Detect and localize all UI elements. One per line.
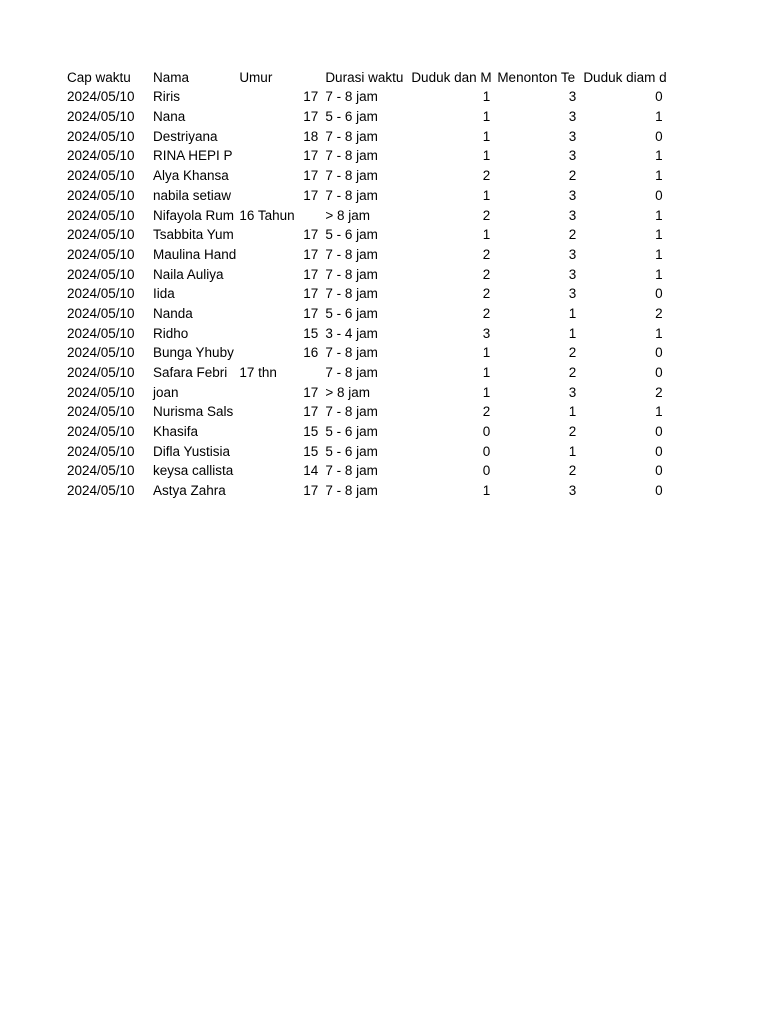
table-row bbox=[64, 302, 667, 322]
cell-nama: RINA HEPI P bbox=[153, 148, 233, 164]
cell-duduk-diam: 1 bbox=[655, 325, 663, 341]
cell-duduk-diam: 2 bbox=[655, 384, 663, 400]
table-row bbox=[64, 460, 667, 480]
cell-cap-waktu: 2024/05/10 bbox=[67, 404, 135, 420]
cell-menonton-te: 3 bbox=[568, 286, 577, 302]
cell-cap-waktu: 2024/05/10 bbox=[67, 207, 135, 223]
cell-menonton-te: 2 bbox=[568, 345, 577, 361]
cell-durasi-waktu: 3 - 4 jam bbox=[325, 325, 378, 341]
cell-durasi-waktu: 7 - 8 jam bbox=[325, 463, 378, 479]
cell-umur: 17 bbox=[303, 168, 319, 184]
table-row bbox=[64, 86, 667, 106]
cell-duduk-dan-m: 1 bbox=[482, 109, 491, 125]
cell-durasi-waktu: 7 - 8 jam bbox=[325, 168, 378, 184]
cell-menonton-te: 3 bbox=[568, 109, 577, 125]
cell-durasi-waktu: 7 - 8 jam bbox=[325, 483, 378, 499]
cell-nama: Nana bbox=[153, 109, 186, 125]
table-row bbox=[64, 145, 667, 165]
cell-nama: Naila Auliya bbox=[153, 266, 224, 282]
cell-duduk-diam: 0 bbox=[655, 443, 663, 459]
cell-durasi-waktu: 7 - 8 jam bbox=[325, 266, 378, 282]
cell-cap-waktu: 2024/05/10 bbox=[67, 128, 135, 144]
cell-duduk-dan-m: 2 bbox=[482, 168, 491, 184]
spreadsheet-page bbox=[64, 66, 667, 499]
cell-duduk-diam: 0 bbox=[655, 483, 663, 499]
cell-cap-waktu: 2024/05/10 bbox=[67, 246, 135, 262]
cell-duduk-diam: 0 bbox=[655, 89, 663, 105]
header-menonton-te: Menonton Te bbox=[497, 69, 576, 85]
cell-duduk-dan-m: 2 bbox=[482, 266, 491, 282]
cell-duduk-dan-m: 1 bbox=[482, 384, 491, 400]
cell-cap-waktu: 2024/05/10 bbox=[67, 443, 135, 459]
cell-nama: Nifayola Rum bbox=[153, 207, 235, 223]
cell-nama: Riris bbox=[153, 89, 180, 105]
cell-duduk-diam: 1 bbox=[655, 404, 663, 420]
header-nama: Nama bbox=[153, 69, 190, 85]
cell-duduk-diam: 1 bbox=[655, 246, 663, 262]
cell-durasi-waktu: > 8 jam bbox=[325, 207, 370, 223]
table-row bbox=[64, 342, 667, 362]
cell-menonton-te: 3 bbox=[568, 89, 577, 105]
cell-umur: 17 bbox=[303, 109, 319, 125]
cell-cap-waktu: 2024/05/10 bbox=[67, 227, 135, 243]
cell-cap-waktu: 2024/05/10 bbox=[67, 286, 135, 302]
cell-nama: Alya Khansa bbox=[153, 168, 229, 184]
cell-cap-waktu: 2024/05/10 bbox=[67, 187, 135, 203]
cell-cap-waktu: 2024/05/10 bbox=[67, 365, 135, 380]
cell-duduk-diam: 0 bbox=[655, 128, 663, 144]
cell-menonton-te: 3 bbox=[568, 483, 577, 499]
cell-umur: 14 bbox=[303, 463, 319, 479]
cell-duduk-diam: 0 bbox=[655, 365, 663, 380]
cell-duduk-diam: 2 bbox=[655, 305, 663, 321]
cell-umur: 17 bbox=[303, 227, 319, 243]
cell-nama: Iida bbox=[153, 286, 175, 302]
cell-durasi-waktu: 7 - 8 jam bbox=[325, 128, 378, 144]
table-row bbox=[64, 224, 667, 244]
cell-durasi-waktu: 5 - 6 jam bbox=[325, 424, 378, 440]
cell-durasi-waktu: 7 - 8 jam bbox=[325, 365, 378, 380]
table-row bbox=[64, 263, 667, 283]
cell-duduk-dan-m: 1 bbox=[482, 187, 491, 203]
cell-umur: 17 bbox=[303, 246, 319, 262]
cell-nama: Bunga Yhuby bbox=[153, 345, 234, 361]
cell-cap-waktu: 2024/05/10 bbox=[67, 109, 135, 125]
cell-menonton-te: 2 bbox=[568, 463, 577, 479]
cell-umur: 17 bbox=[303, 89, 319, 105]
cell-umur: 17 bbox=[303, 187, 319, 203]
header-duduk-diam: Duduk diam d bbox=[583, 69, 667, 85]
data-table bbox=[64, 66, 667, 499]
cell-duduk-dan-m: 2 bbox=[482, 305, 491, 321]
table-row bbox=[64, 401, 667, 421]
table-row bbox=[64, 440, 667, 460]
cell-cap-waktu: 2024/05/10 bbox=[67, 266, 135, 282]
cell-durasi-waktu: 5 - 6 jam bbox=[325, 227, 378, 243]
cell-duduk-dan-m: 1 bbox=[482, 365, 491, 380]
cell-nama: Nurisma Sals bbox=[153, 404, 234, 420]
cell-umur: 16 Tahun bbox=[239, 207, 295, 223]
cell-umur: 17 bbox=[303, 286, 319, 302]
cell-umur: 17 bbox=[303, 305, 319, 321]
cell-duduk-diam: 0 bbox=[655, 345, 663, 361]
cell-duduk-dan-m: 1 bbox=[482, 89, 491, 105]
table-row bbox=[64, 105, 667, 125]
table-row bbox=[64, 420, 667, 440]
cell-durasi-waktu: 7 - 8 jam bbox=[325, 148, 378, 164]
table-row bbox=[64, 322, 667, 342]
cell-durasi-waktu: 7 - 8 jam bbox=[325, 345, 378, 361]
cell-nama: Tsabbita Yum bbox=[153, 227, 234, 243]
cell-menonton-te: 1 bbox=[568, 325, 577, 341]
cell-menonton-te: 2 bbox=[568, 168, 577, 184]
header-row bbox=[64, 66, 667, 86]
cell-menonton-te: 3 bbox=[568, 148, 577, 164]
cell-duduk-dan-m: 1 bbox=[482, 227, 491, 243]
cell-menonton-te: 3 bbox=[568, 266, 577, 282]
table-row bbox=[64, 125, 667, 145]
cell-durasi-waktu: 7 - 8 jam bbox=[325, 246, 378, 262]
cell-durasi-waktu: 7 - 8 jam bbox=[325, 89, 378, 105]
table-row bbox=[64, 361, 667, 381]
cell-nama: Astya Zahra bbox=[153, 483, 226, 499]
table-row bbox=[64, 243, 667, 263]
cell-duduk-diam: 0 bbox=[655, 286, 663, 302]
cell-menonton-te: 3 bbox=[568, 384, 577, 400]
cell-duduk-dan-m: 0 bbox=[482, 463, 491, 479]
cell-umur: 17 bbox=[303, 148, 319, 164]
cell-duduk-diam: 0 bbox=[655, 187, 663, 203]
cell-nama: Destriyana bbox=[153, 128, 218, 144]
cell-menonton-te: 1 bbox=[568, 443, 577, 459]
cell-duduk-diam: 1 bbox=[655, 148, 663, 164]
cell-umur: 17 bbox=[303, 483, 319, 499]
cell-durasi-waktu: > 8 jam bbox=[325, 384, 370, 400]
cell-umur: 16 bbox=[303, 345, 319, 361]
cell-menonton-te: 1 bbox=[568, 305, 577, 321]
table-row bbox=[64, 283, 667, 303]
cell-durasi-waktu: 5 - 6 jam bbox=[325, 305, 378, 321]
cell-cap-waktu: 2024/05/10 bbox=[67, 424, 135, 440]
cell-umur: 15 bbox=[303, 424, 319, 440]
cell-nama: Khasifa bbox=[153, 424, 199, 440]
cell-duduk-diam: 0 bbox=[655, 424, 663, 440]
cell-menonton-te: 2 bbox=[568, 227, 577, 243]
cell-durasi-waktu: 5 - 6 jam bbox=[325, 443, 378, 459]
header-cap-waktu: Cap waktu bbox=[67, 69, 131, 85]
cell-durasi-waktu: 7 - 8 jam bbox=[325, 187, 378, 203]
cell-nama: Difla Yustisia bbox=[153, 443, 231, 459]
cell-cap-waktu: 2024/05/10 bbox=[67, 168, 135, 184]
cell-duduk-diam: 1 bbox=[655, 207, 663, 223]
cell-nama: Nanda bbox=[153, 305, 193, 321]
cell-duduk-dan-m: 1 bbox=[482, 128, 491, 144]
cell-duduk-diam: 1 bbox=[655, 168, 663, 184]
cell-nama: nabila setiaw bbox=[153, 187, 232, 203]
cell-menonton-te: 1 bbox=[568, 404, 577, 420]
cell-duduk-diam: 1 bbox=[655, 109, 663, 125]
cell-menonton-te: 3 bbox=[568, 207, 577, 223]
table-row bbox=[64, 479, 667, 499]
cell-cap-waktu: 2024/05/10 bbox=[67, 463, 135, 479]
cell-duduk-dan-m: 2 bbox=[482, 404, 491, 420]
table-row bbox=[64, 381, 667, 401]
cell-nama: Maulina Hand bbox=[153, 246, 237, 262]
cell-duduk-dan-m: 2 bbox=[482, 246, 491, 262]
cell-duduk-dan-m: 3 bbox=[482, 325, 491, 341]
cell-duduk-dan-m: 1 bbox=[482, 483, 491, 499]
table-body bbox=[64, 86, 667, 499]
cell-duduk-diam: 1 bbox=[655, 227, 663, 243]
cell-umur: 17 bbox=[303, 404, 319, 420]
cell-menonton-te: 2 bbox=[568, 365, 577, 380]
table-row bbox=[64, 204, 667, 224]
cell-durasi-waktu: 5 - 6 jam bbox=[325, 109, 378, 125]
cell-cap-waktu: 2024/05/10 bbox=[67, 325, 135, 341]
cell-duduk-dan-m: 0 bbox=[482, 443, 491, 459]
cell-cap-waktu: 2024/05/10 bbox=[67, 345, 135, 361]
cell-umur: 18 bbox=[303, 128, 319, 144]
cell-duduk-diam: 1 bbox=[655, 266, 663, 282]
cell-nama: keysa callista bbox=[153, 463, 234, 479]
cell-umur: 17 bbox=[303, 384, 319, 400]
cell-menonton-te: 3 bbox=[568, 246, 577, 262]
cell-cap-waktu: 2024/05/10 bbox=[67, 148, 135, 164]
cell-menonton-te: 3 bbox=[568, 187, 577, 203]
header-duduk-dan-m: Duduk dan M bbox=[411, 69, 492, 85]
table-row bbox=[64, 184, 667, 204]
cell-cap-waktu: 2024/05/10 bbox=[67, 483, 135, 499]
cell-cap-waktu: 2024/05/10 bbox=[67, 384, 135, 400]
cell-cap-waktu: 2024/05/10 bbox=[67, 305, 135, 321]
header-durasi-waktu: Durasi waktu bbox=[325, 69, 404, 85]
cell-umur: 17 bbox=[303, 266, 319, 282]
table-row bbox=[64, 164, 667, 184]
cell-duduk-dan-m: 0 bbox=[482, 424, 491, 440]
cell-duduk-dan-m: 2 bbox=[482, 286, 491, 302]
cell-umur: 15 bbox=[303, 443, 319, 459]
cell-menonton-te: 3 bbox=[568, 128, 577, 144]
cell-nama: Safara Febri bbox=[153, 365, 228, 380]
cell-durasi-waktu: 7 - 8 jam bbox=[325, 286, 378, 302]
cell-duduk-diam: 0 bbox=[655, 463, 663, 479]
cell-duduk-dan-m: 2 bbox=[482, 207, 491, 223]
cell-duduk-dan-m: 1 bbox=[482, 148, 491, 164]
cell-nama: Ridho bbox=[153, 325, 189, 341]
cell-umur: 17 thn bbox=[239, 365, 277, 380]
cell-menonton-te: 2 bbox=[568, 424, 577, 440]
cell-cap-waktu: 2024/05/10 bbox=[67, 89, 135, 105]
cell-nama: joan bbox=[153, 384, 179, 400]
cell-duduk-dan-m: 1 bbox=[482, 345, 491, 361]
cell-umur: 15 bbox=[303, 325, 319, 341]
cell-durasi-waktu: 7 - 8 jam bbox=[325, 404, 378, 420]
header-umur: Umur bbox=[239, 69, 273, 85]
